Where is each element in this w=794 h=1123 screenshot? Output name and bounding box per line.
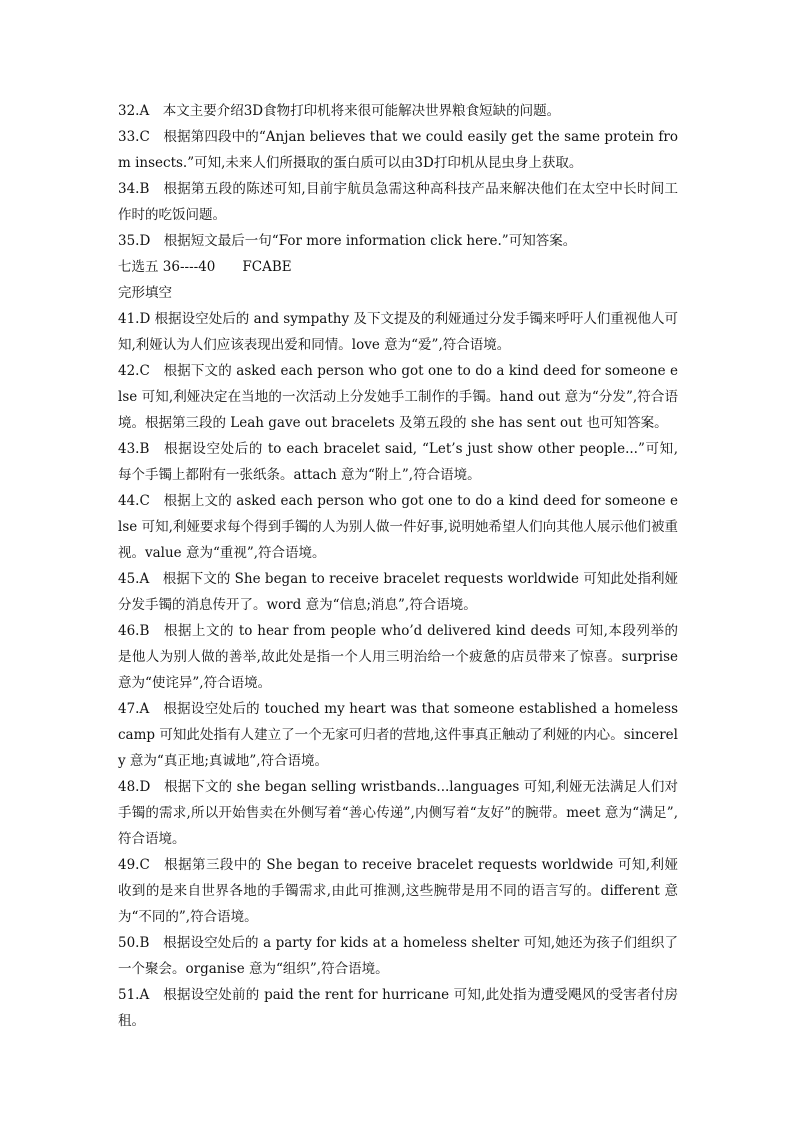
answer-43: 43.B 根据设空处后的 to each bracelet said, “Let’s just show other people...”可知,每个手镯上都附有一张纸条。attach 意为“附上”,符合语境。	[118, 441, 678, 483]
answer-46: 46.B 根据上文的 to hear from people who’d delivered kind deeds 可知,本段列举的是他人为别人做的善举,故此处是指一个人用三明治给一个疲惫的店员带来了惊喜。surprise 意为“使诧异”,符合语境。	[118, 623, 678, 691]
answer-49: 49.C 根据第三段中的 She began to receive bracelet requests worldwide 可知,利娅收到的是来自世界各地的手镯需求,由此可推测,这些腕带是用不同的语言写的。different 意为“不同的”,符合语境。	[118, 857, 678, 925]
answer-34: 34.B 根据第五段的陈述可知,目前宇航员急需这种高科技产品来解决他们在太空中长时间工作时的吃饭问题。	[118, 181, 678, 223]
section-heading-cloze: 完形填空	[118, 285, 172, 301]
answer-35: 35.D 根据短文最后一句“For more information click here.”可知答案。	[118, 233, 577, 249]
answer-explanations	[118, 98, 678, 1034]
answer-41: 41.D 根据设空处后的 and sympathy 及下文提及的利娅通过分发手镯来呼吁人们重视他人可知,利娅认为人们应该表现出爱和同情。love 意为“爱”,符合语境。	[118, 311, 678, 353]
answer-44: 44.C 根据上文的 asked each person who got one to do a kind deed for someone else 可知,利娅要求每个得到手镯的人为别人做一件好事,说明她希望人们向其他人展示他们被重视。value 意为“重视”,符合语境。	[118, 493, 678, 561]
answer-50: 50.B 根据设空处后的 a party for kids at a homeless shelter 可知,她还为孩子们组织了一个聚会。organise 意为“组织”,符合语境。	[118, 935, 678, 977]
answer-51: 51.A 根据设空处前的 paid the rent for hurricane 可知,此处指为遭受飓风的受害者付房租。	[118, 987, 678, 1029]
answer-45: 45.A 根据下文的 She began to receive bracelet requests worldwide 可知此处指利娅分发手镯的消息传开了。word 意为“信息;消息”,符合语境。	[118, 571, 678, 613]
answer-33: 33.C 根据第四段中的“Anjan believes that we could easily get the same protein from insects.”可知,未来人们所摄取的蛋白质可以由3D打印机从昆虫身上获取。	[118, 129, 678, 171]
answer-32: 32.A 本文主要介绍3D食物打印机将来很可能解决世界粮食短缺的问题。	[118, 103, 561, 119]
answer-48: 48.D 根据下文的 she began selling wristbands...languages 可知,利娅无法满足人们对手镯的需求,所以开始售卖在外侧写着“善心传递”,内侧写着“友好”的腕带。meet 意为“满足”,符合语境。	[118, 779, 678, 847]
answer-42: 42.C 根据下文的 asked each person who got one to do a kind deed for someone else 可知,利娅决定在当地的一次活动上分发她手工制作的手镯。hand out 意为“分发”,符合语境。根据第三段的 Leah gave out bracelets 及第五段的 she has sent out 也可知答案。	[118, 363, 678, 431]
answer-47: 47.A 根据设空处后的 touched my heart was that someone established a homeless camp 可知此处指有人建立了一个无家可归者的营地,这件事真正触动了利娅的内心。sincerely 意为“真正地;真诚地”,符合语境。	[118, 701, 678, 769]
section-seven-choose-five: 七选五 36----40 FCABE	[118, 259, 292, 275]
